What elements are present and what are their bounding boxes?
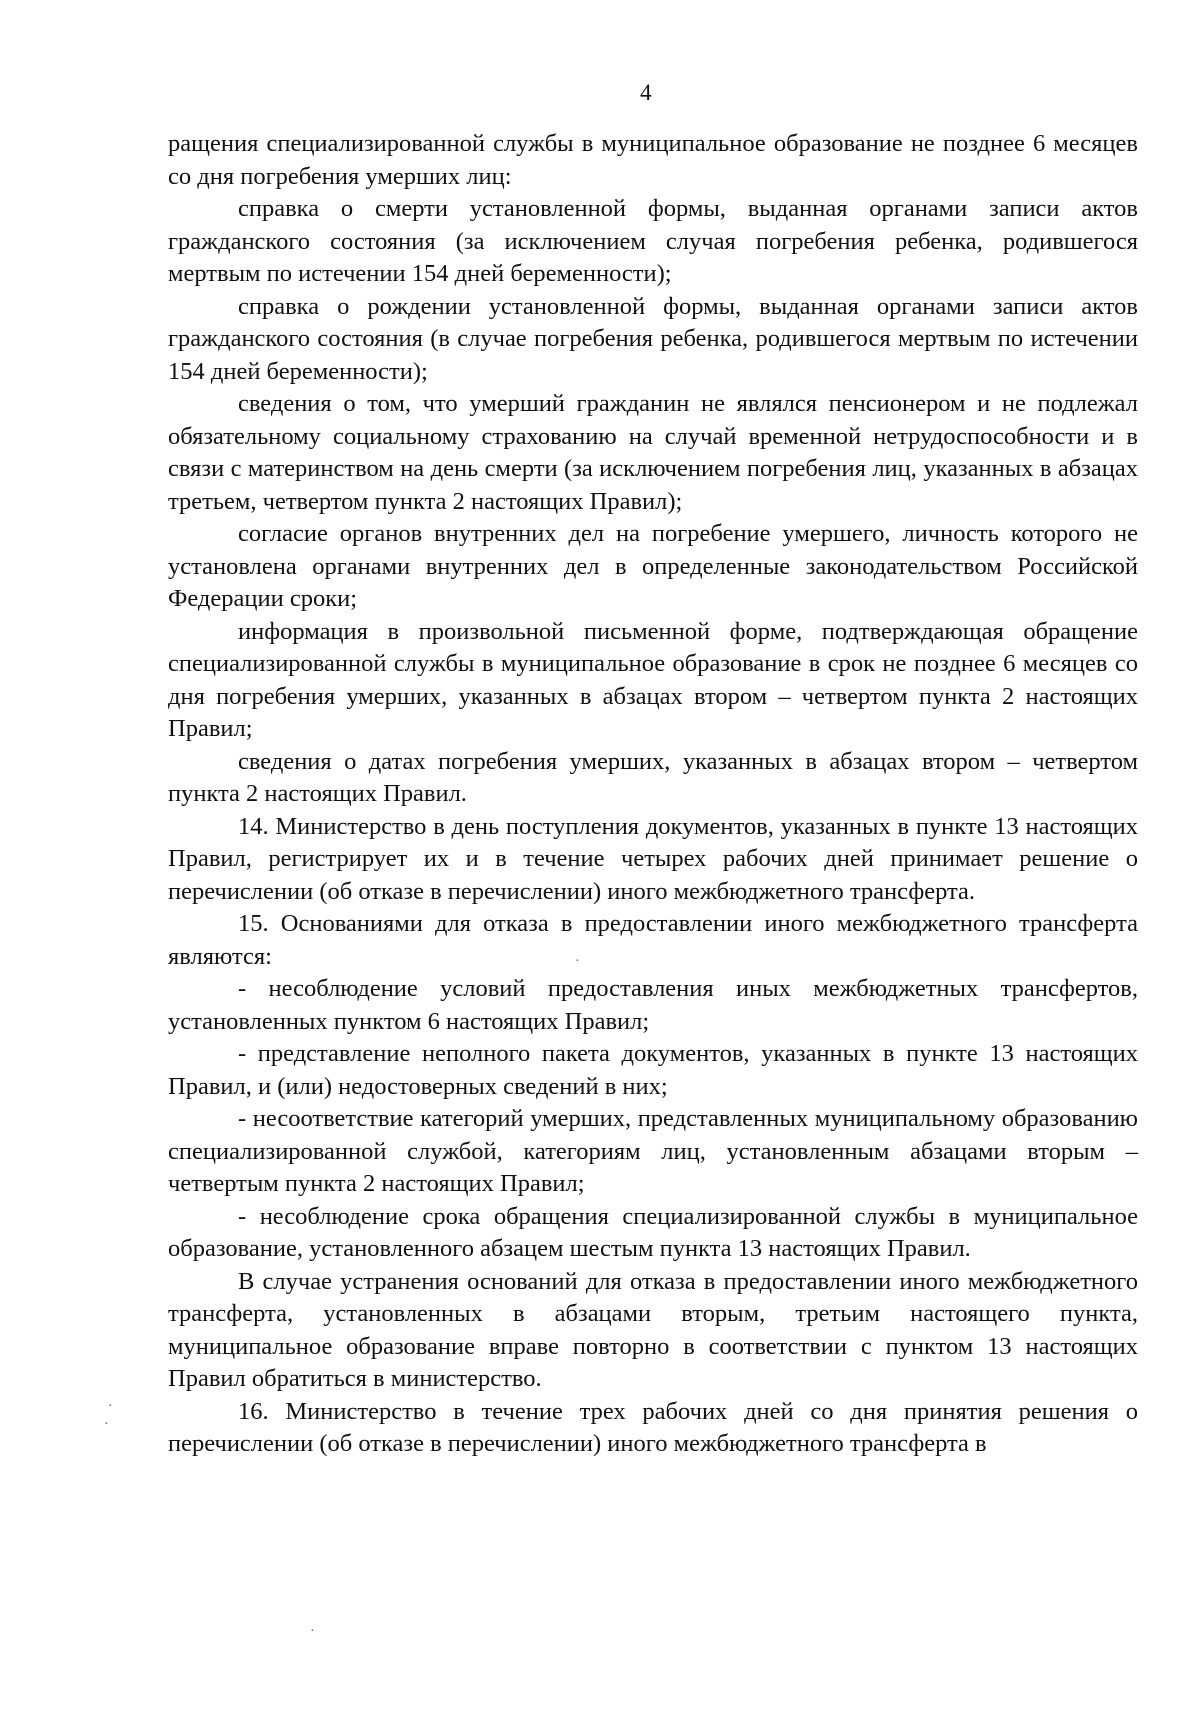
- paragraph-item-14: 14. Министерство в день поступления документов, указанных в пункте 13 настоящих Правил, регистрирует их и в течение четырех рабочих дней принимает решение о перечислении (об отказе в перечислении) иного межбюджетного трансферта.: [168, 812, 1138, 905]
- scan-dot: ·: [575, 954, 580, 969]
- paragraph-burial-dates: сведения о датах погребения умерших, указанных в абзацах втором – четвертом пункта 2 настоящих Правил.: [168, 747, 1138, 807]
- paragraph-item-15: 15. Основаниями для отказа в предоставлении иного межбюджетного трансферта являются:: [168, 910, 1138, 970]
- paragraph-item-16: 16. Министерство в течение трех рабочих дней со дня принятия решения о перечислении (об отказе в перечислении) иного межбюджетного трансферта в: [168, 1397, 1138, 1457]
- paragraph-refusal-reason-3: - несоответствие категорий умерших, представленных муниципальному образованию специализированной службой, категориям лиц, установленным абзацами вторым – четвертым пункта 2 настоящих Правил;: [168, 1105, 1138, 1197]
- scan-dot: ·: [108, 1399, 113, 1414]
- paragraph-refusal-reason-4: - несоблюдение срока обращения специализированной службы в муниципальное образование, установленного абзацем шестым пункта 13 настоящих Правил.: [168, 1202, 1138, 1262]
- scan-dot: ·: [104, 1417, 109, 1432]
- paragraph-refusal-reason-1: - несоблюдение условий предоставления иных межбюджетных трансфертов, установленных пунктом 6 настоящих Правил;: [168, 975, 1138, 1035]
- paragraph-resubmission: В случае устранения оснований для отказа в предоставлении иного межбюджетного трансферта, установленных в абзацами вторым, третьим настоящего пункта, муниципальное образование вправе повторно в соответствии с пунктом 13 настоящих Правил обратиться в министерство.: [168, 1267, 1138, 1392]
- paragraph-continuation: ращения специализированной службы в муниципальное образование не позднее 6 месяцев со дня погребения умерших лиц:: [168, 130, 1138, 190]
- paragraph-birth-certificate: справка о рождении установленной формы, выданная органами записи актов гражданского состояния (в случае погребения ребенка, родившегося мертвым по истечении 154 дней беременности);: [168, 292, 1138, 385]
- scan-dot: ·: [310, 1624, 315, 1639]
- paragraph-death-certificate: справка о смерти установленной формы, выданная органами записи актов гражданского состояния (за исключением случая погребения ребенка, родившегося мертвым по истечении 154 дней беременности);: [168, 195, 1138, 287]
- paragraph-pension-info: сведения о том, что умерший гражданин не являлся пенсионером и не подлежал обязательному социальному страхованию на случай временной нетрудоспособности и в связи с материнством на день смерти (за исключением погребения лиц, указанных в абзацах третьем, четвертом пункта 2 настоящих Правил);: [168, 390, 1138, 515]
- paragraph-police-consent: согласие органов внутренних дел на погребение умершего, личность которого не установлена органами внутренних дел в определенные законодательством Российской Федерации сроки;: [168, 520, 1138, 612]
- page-number: 4: [640, 80, 652, 105]
- paragraph-written-info: информация в произвольной письменной форме, подтверждающая обращение специализированной службы в муниципальное образование в срок не позднее 6 месяцев со дня погребения умерших, указанных в абзацах втором – четвертом пункта 2 настоящих Правил;: [168, 617, 1138, 742]
- document-body: [168, 128, 1138, 1461]
- paragraph-refusal-reason-2: - представление неполного пакета документов, указанных в пункте 13 настоящих Правил, и (или) недостоверных сведений в них;: [168, 1040, 1138, 1100]
